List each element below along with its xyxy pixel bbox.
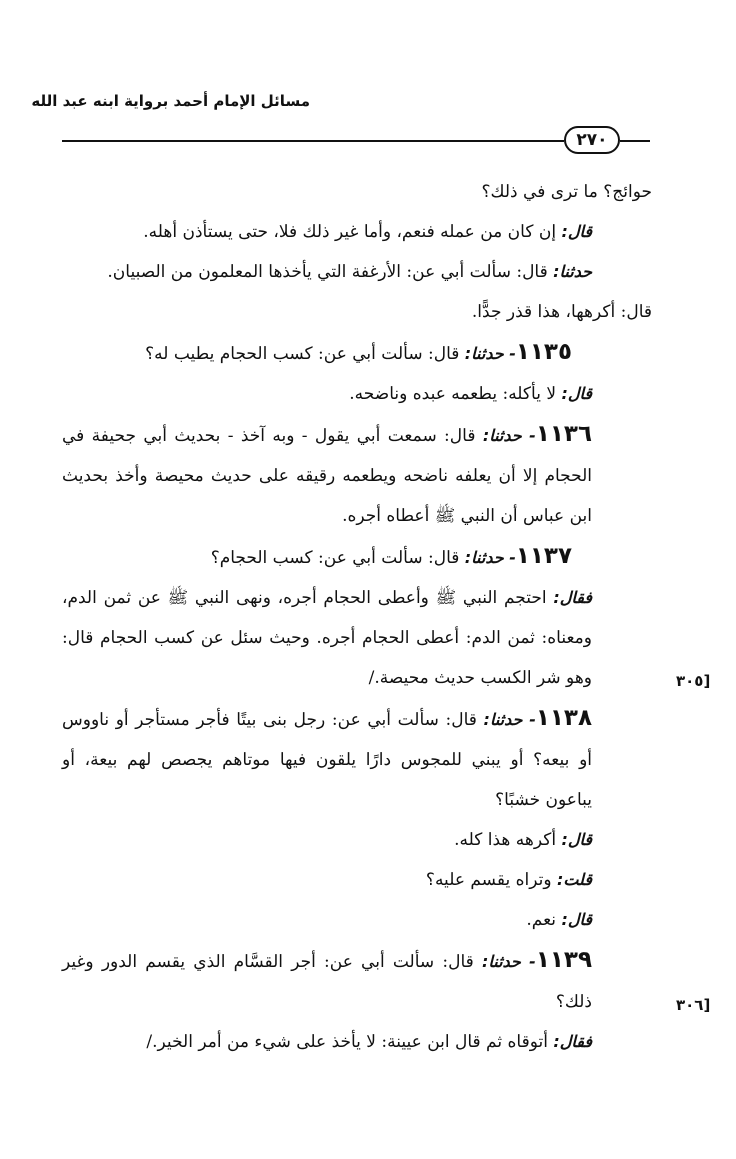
paragraph-text: احتجم النبي ﷺ وأعطى الحجام أجره، ونهى النبي ﷺ عن ثمن الدم، ومعناه: ثمن الدم: أعطى الحجام أجره. وحيث سئل عن كسب الحجام قال: وهو شر الكسب حديث محيصة./ — [62, 588, 592, 688]
paragraph-text: أتوقاه ثم قال ابن عيينة: لا يأخذ على شيء من أمر الخير./ — [146, 1032, 554, 1052]
paragraph-text: قال: سألت أبي عن: كسب الحجام يطيب له؟ — [145, 344, 465, 364]
paragraph-text: قال: أكرهها، هذا قذر جدًّا. — [471, 302, 652, 322]
running-title: مسائل الإمام أحمد برواية ابنه عبد الله — [31, 92, 310, 110]
paragraph-continuation — [62, 172, 652, 212]
speaker-label: قال: — [561, 384, 592, 403]
header-rule-left — [62, 140, 564, 142]
paragraph-text: حوائج؟ ما ترى في ذلك؟ — [481, 182, 652, 202]
speaker-label: فقال: — [553, 588, 592, 607]
speaker-label: قلت: — [556, 870, 592, 889]
paragraph-answer — [62, 820, 652, 860]
page-body — [62, 172, 652, 1062]
speaker-label: - حدثنا: — [464, 344, 516, 363]
entry-1135 — [62, 332, 652, 374]
paragraph-text: نعم. — [526, 910, 562, 930]
entry-number: ١١٣٧ — [515, 543, 572, 569]
entry-number: ١١٣٥ — [515, 339, 572, 365]
speaker-label: - حدثنا: — [483, 710, 536, 729]
entry-1137 — [62, 536, 652, 578]
paragraph-answer — [62, 578, 652, 698]
paragraph-text: قال: سمعت أبي يقول - وبه آخذ - بحديث أبي جحيفة في الحجام إلا أن يعلفه ناضحه ويطعمه رقيقه على حديث محيصة وأخذ بحديث ابن عباس أن النبي ﷺ أعطاه أجره. — [62, 426, 592, 526]
paragraph-text: وتراه يقسم عليه؟ — [425, 870, 557, 890]
speaker-label: قال: — [561, 222, 592, 241]
entry-number: ١١٣٩ — [535, 947, 592, 973]
entry-number: ١١٣٨ — [535, 705, 592, 731]
speaker-label: قال: — [561, 910, 592, 929]
paragraph-answer — [62, 1022, 652, 1062]
speaker-label: - حدثنا: — [482, 426, 536, 445]
paragraph-question — [62, 860, 652, 900]
entry-1139 — [62, 940, 652, 1022]
page-number: ٢٧٠ — [564, 126, 620, 154]
manuscript-folio-mark: [٣٠٦ — [676, 996, 711, 1014]
manuscript-folio-mark: [٣٠٥ — [676, 672, 711, 690]
paragraph-answer — [62, 374, 652, 414]
entry-1136 — [62, 414, 652, 536]
paragraph-narration — [62, 252, 652, 292]
speaker-label: فقال: — [553, 1032, 592, 1051]
paragraph-text: قال: سألت أبي عن: الأرغفة التي يأخذها المعلمون من الصبيان. — [107, 262, 554, 282]
paragraph-answer — [62, 292, 652, 332]
paragraph-text: أكرهه هذا كله. — [454, 830, 562, 850]
entry-number: ١١٣٦ — [535, 421, 592, 447]
paragraph-answer — [62, 900, 652, 940]
paragraph-text: قال: سألت أبي عن: أجر القسَّام الذي يقسم الدور وغير ذلك؟ — [62, 952, 592, 1012]
speaker-label: - حدثنا: — [464, 548, 516, 567]
paragraph-text: إن كان من عمله فنعم، وأما غير ذلك فلا، حتى يستأذن أهله. — [143, 222, 562, 242]
paragraph-text: قال: سألت أبي عن: رجل بنى بيتًا فأجر مستأجر أو ناووس أو بيعه؟ أو يبني للمجوس دارًا يلقون فيها موتاهم يجصص لهم بيعة، أو يباعون خشبًا؟ — [62, 710, 592, 810]
paragraph-text: قال: سألت أبي عن: كسب الحجام؟ — [210, 548, 465, 568]
header-rule-right — [620, 140, 650, 142]
entry-1138 — [62, 698, 652, 820]
paragraph-answer — [62, 212, 652, 252]
speaker-label: قال: — [561, 830, 592, 849]
speaker-label: حدثنا: — [553, 262, 592, 281]
speaker-label: - حدثنا: — [481, 952, 536, 971]
paragraph-text: لا يأكله: يطعمه عبده وناضحه. — [349, 384, 562, 404]
